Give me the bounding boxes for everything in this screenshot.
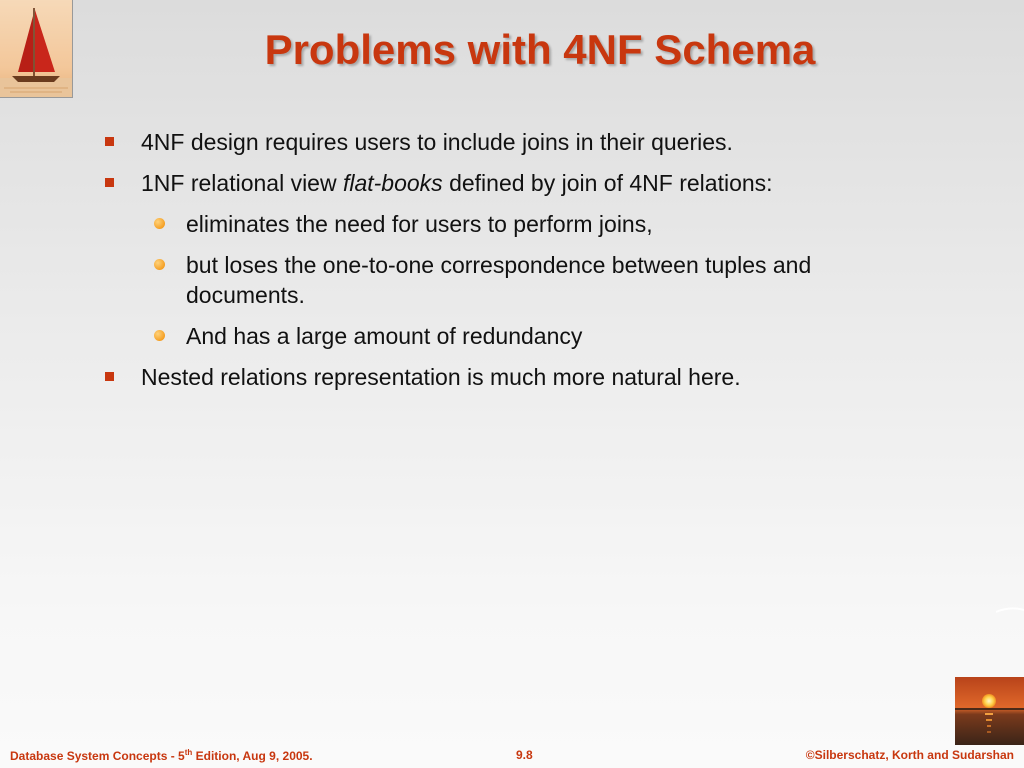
footer-book-info: Database System Concepts - 5th Edition, Aug 9, 2005. [10,748,313,763]
bullet-text: eliminates the need for users to perform joins, [186,211,653,237]
square-bullet-icon [105,178,114,187]
square-bullet-icon [105,372,114,381]
footer-copyright: ©Silberschatz, Korth and Sudarshan [805,748,1014,762]
bullet-text: And has a large amount of redundancy [186,323,583,349]
sunset-image [955,677,1024,745]
sub-bullet-item [100,321,900,351]
footer-page-number: 9.8 [516,748,533,762]
slide-title: Problems with 4NF Schema [264,26,816,73]
round-bullet-icon [154,259,165,270]
bullet-text: but loses the one-to-one correspondence between tuples and documents. [186,252,812,308]
bullet-text: defined by join of 4NF relations: [442,170,773,196]
sub-bullet-item [100,209,900,239]
bullet-text: 4NF design requires users to include joins in their queries. [141,129,733,155]
sub-bullet-item [100,250,900,310]
round-bullet-icon [154,330,165,341]
bullet-item [100,362,900,392]
decorative-wave [996,606,1024,614]
bullet-text: Nested relations representation is much more natural here. [141,364,741,390]
bullet-item [100,127,900,157]
round-bullet-icon [154,218,165,229]
bullet-list [100,127,900,403]
slide-footer [0,746,1024,768]
italic-text: flat-books [342,170,443,196]
bullet-item [100,168,900,198]
bullet-text: 1NF relational view [141,170,343,196]
square-bullet-icon [105,137,114,146]
